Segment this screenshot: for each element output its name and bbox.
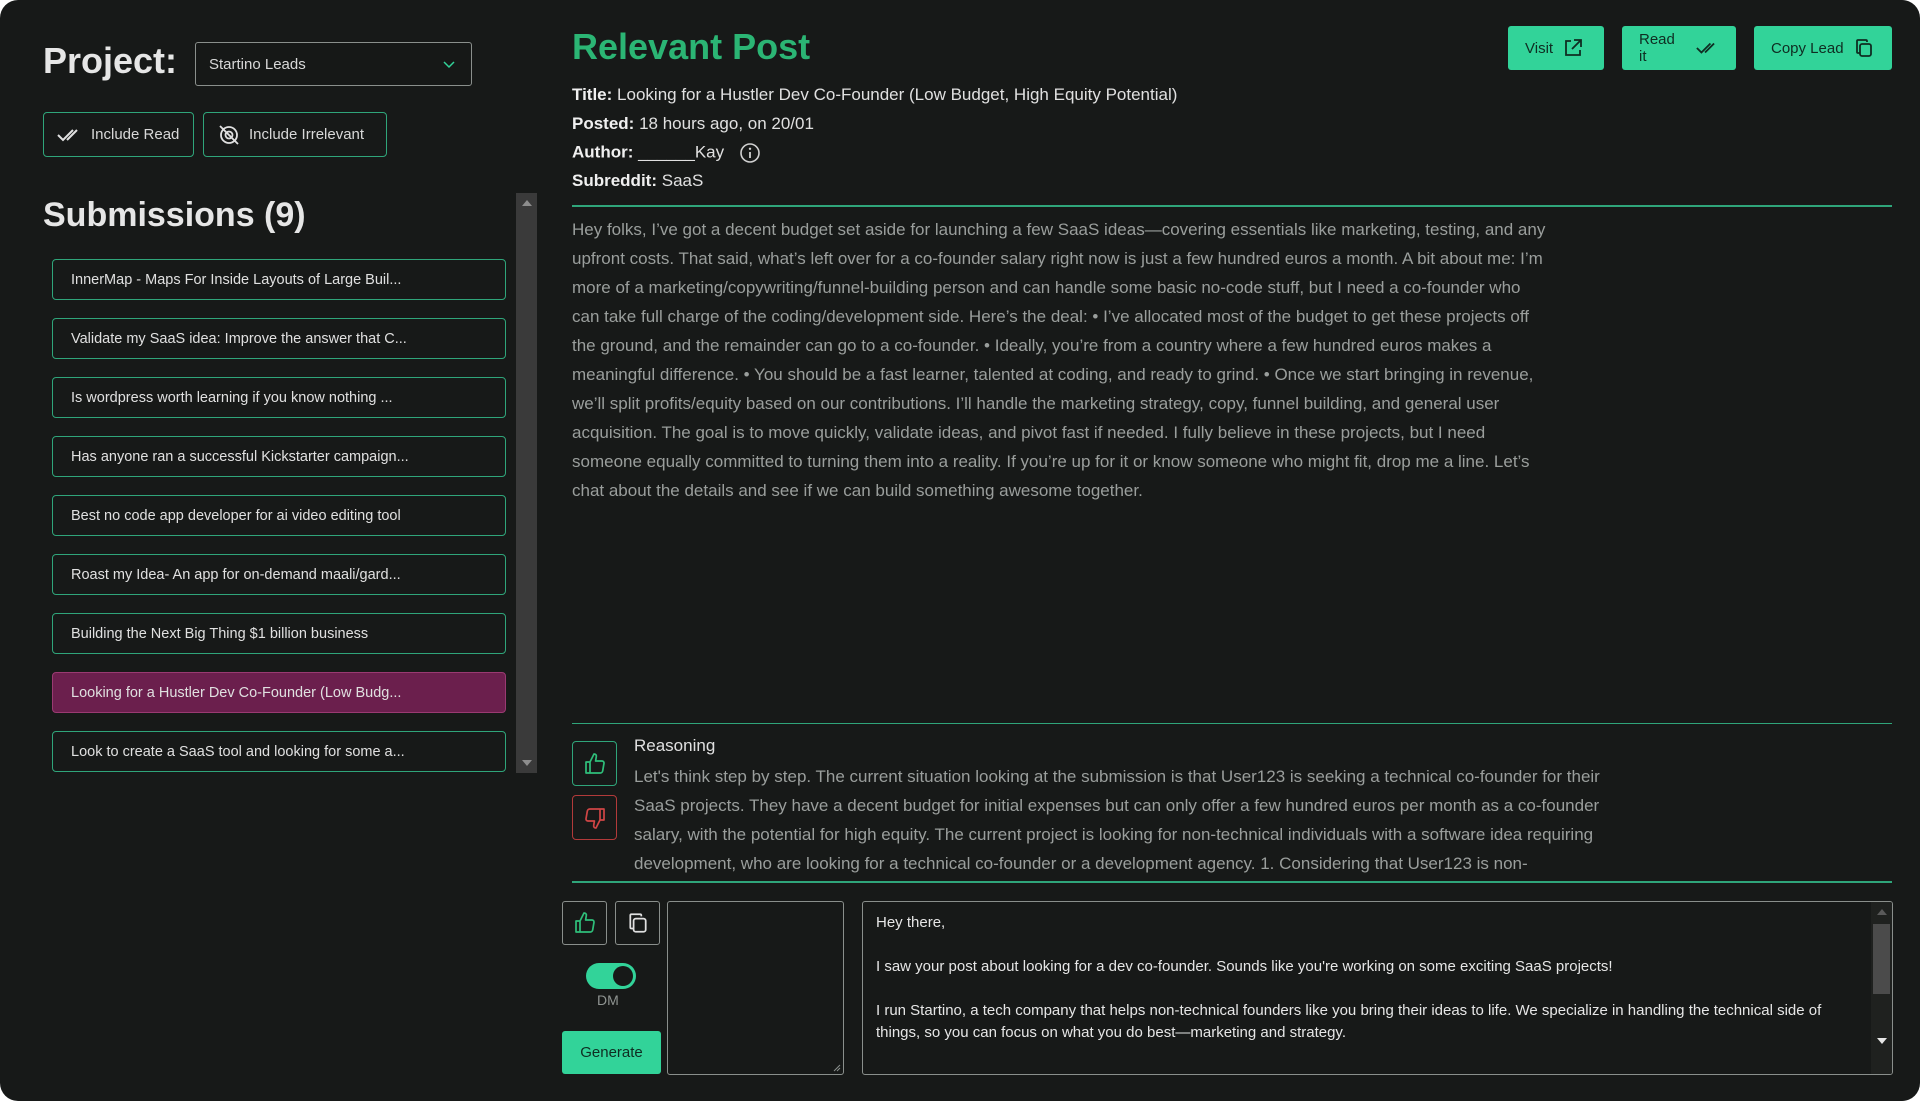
external-link-icon [1563, 38, 1583, 58]
subreddit-label: Subreddit: [572, 171, 657, 190]
message-line: I run Startino, a tech company that helps non-technical founders like you bring their ideas to life. We specialize in handling the technical side of things, so you can focus on what you do best—marketing and strategy. [876, 1002, 1822, 1041]
copy-icon [627, 912, 649, 934]
submission-item-label: InnerMap - Maps For Inside Layouts of Large Buil... [71, 271, 402, 288]
reasoning-title: Reasoning [634, 736, 716, 755]
submission-item[interactable] [52, 377, 506, 418]
submission-item-label: Building the Next Big Thing $1 billion business [71, 625, 369, 642]
submission-item-label: Roast my Idea- An app for on-demand maali/gard... [71, 566, 401, 583]
submission-item-label: Look to create a SaaS tool and looking for some a... [71, 743, 405, 760]
copy-lead-button[interactable] [1754, 26, 1892, 70]
scroll-up-arrow-icon[interactable] [1877, 909, 1887, 915]
message-line: I saw your post about looking for a dev co-founder. Sounds like you're working on some exciting SaaS projects! [876, 958, 1613, 975]
include-irrelevant-button[interactable] [203, 112, 387, 157]
submission-item[interactable] [52, 318, 506, 359]
submission-item-active[interactable] [52, 672, 506, 713]
message-content [876, 912, 1866, 1066]
composer-divider [572, 881, 1892, 883]
submissions-list [52, 259, 506, 790]
like-reasoning-button[interactable] [572, 741, 617, 786]
dm-toggle[interactable] [586, 963, 636, 989]
submission-item-label: Best no code app developer for ai video editing tool [71, 507, 401, 524]
message-textarea[interactable] [862, 901, 1893, 1075]
posted-label: Posted: [572, 114, 635, 133]
project-label: Project: [43, 40, 178, 81]
submission-item-label: Has anyone ran a successful Kickstarter campaign... [71, 448, 409, 465]
submission-item[interactable] [52, 554, 506, 595]
dm-toggle-label: DM [597, 992, 619, 1008]
chevron-down-icon [441, 56, 457, 72]
notes-textarea[interactable] [667, 901, 844, 1075]
post-title: Looking for a Hustler Dev Co-Founder (Low Budget, High Equity Potential) [617, 85, 1178, 104]
submission-item[interactable] [52, 731, 506, 772]
double-check-icon [57, 127, 83, 143]
copy-message-button[interactable] [615, 901, 660, 945]
read-it-label: Read it [1639, 31, 1675, 65]
submission-item-label: Is wordpress worth learning if you know nothing ... [71, 389, 393, 406]
project-select-value: Startino Leads [209, 55, 306, 73]
post-heading: Relevant Post [572, 26, 811, 67]
message-scrollbar[interactable] [1871, 902, 1892, 1074]
visit-label: Visit [1525, 39, 1554, 57]
scroll-up-arrow-icon[interactable] [522, 200, 532, 206]
thumbs-up-icon [583, 752, 607, 776]
submission-item[interactable] [52, 259, 506, 300]
submission-item[interactable] [52, 495, 506, 536]
scroll-down-arrow-icon[interactable] [1877, 1038, 1887, 1044]
header-divider [572, 205, 1892, 207]
message-line: Hey there, [876, 914, 946, 931]
post-posted-row [572, 114, 814, 134]
crossed-target-icon [217, 123, 241, 147]
info-icon[interactable] [739, 142, 761, 164]
submission-item-label: Looking for a Hustler Dev Co-Founder (Low Budg... [71, 684, 402, 701]
reasoning-divider [572, 723, 1892, 724]
resize-grip-icon[interactable] [831, 1062, 841, 1072]
post-author-row [572, 142, 761, 164]
submissions-title: Submissions (9) [43, 196, 306, 234]
scroll-thumb[interactable] [1873, 924, 1890, 994]
visit-button[interactable] [1508, 26, 1604, 70]
include-irrelevant-label: Include Irrelevant [249, 126, 365, 143]
post-subreddit-row [572, 171, 703, 191]
post-author: ______Kay [638, 142, 725, 162]
submission-item[interactable] [52, 613, 506, 654]
copy-lead-label: Copy Lead [1771, 39, 1844, 57]
submissions-scrollbar[interactable] [516, 193, 537, 773]
submission-item[interactable] [52, 436, 506, 477]
include-read-label: Include Read [91, 126, 180, 143]
project-select[interactable] [195, 42, 472, 86]
thumbs-down-icon [583, 806, 607, 830]
dislike-reasoning-button[interactable] [572, 795, 617, 840]
submission-item-label: Validate my SaaS idea: Improve the answer that C... [71, 330, 407, 347]
double-check-icon [1696, 40, 1719, 56]
post-title-row [572, 85, 1177, 105]
post-body: Hey folks, I’ve got a decent budget set aside for launching a few SaaS ideas—covering essentials like marketing, testing, and any upfront costs. That said, what’s left over for a co-founder salary right now is just a few hundred euros a month. A bit about me: I’m more of a marketing/copywriting/funnel-building person and can handle some basic no-code stuff, but I need a co-founder who can take full charge of the coding/development side. Here’s the deal: • I’ve allocated most of the budget to get these projects off the ground, and the remainder can go to a co-founder. • Ideally, you’re from a country where a few hundred euros makes a meaningful difference. • You should be a fast learner, talented at coding, and ready to grind. • Once we start bringing in revenue, we’ll split profits/equity based on our contributions. I’ll handle the marketing strategy, copy, funnel building, and general user acquisition. The goal is to move quickly, validate ideas, and pivot fast if needed. I fully believe in these projects, but I need someone equally committed to turning them into a reality. If you’re up for it or know someone who might fit, drop me a line. Let’s chat about the details and see if we can build something awesome together. [572, 220, 1546, 500]
like-message-button[interactable] [562, 901, 607, 945]
title-label: Title: [572, 85, 613, 104]
include-read-button[interactable] [43, 112, 194, 157]
author-label: Author: [572, 142, 634, 162]
read-it-button[interactable] [1622, 26, 1736, 70]
post-subreddit: SaaS [661, 171, 704, 190]
thumbs-up-icon [573, 911, 597, 935]
copy-icon [1854, 38, 1874, 58]
toggle-knob [613, 966, 633, 986]
post-posted: 18 hours ago, on 20/01 [639, 114, 814, 133]
generate-button[interactable]: Generate [562, 1031, 661, 1074]
scroll-down-arrow-icon[interactable] [522, 760, 532, 766]
reasoning-body: Let's think step by step. The current situation looking at the submission is that User123 is seeking a technical co-founder for their SaaS projects. They have a decent budget for initial expenses but can only offer a few hundred euros per month as a co-founder salary, with the potential for high equity. The current project is looking for non-technical individuals with a software idea requiring development, who are looking for a technical co-founder or a development agency. 1. Considering that User123 is non- [634, 767, 1600, 873]
